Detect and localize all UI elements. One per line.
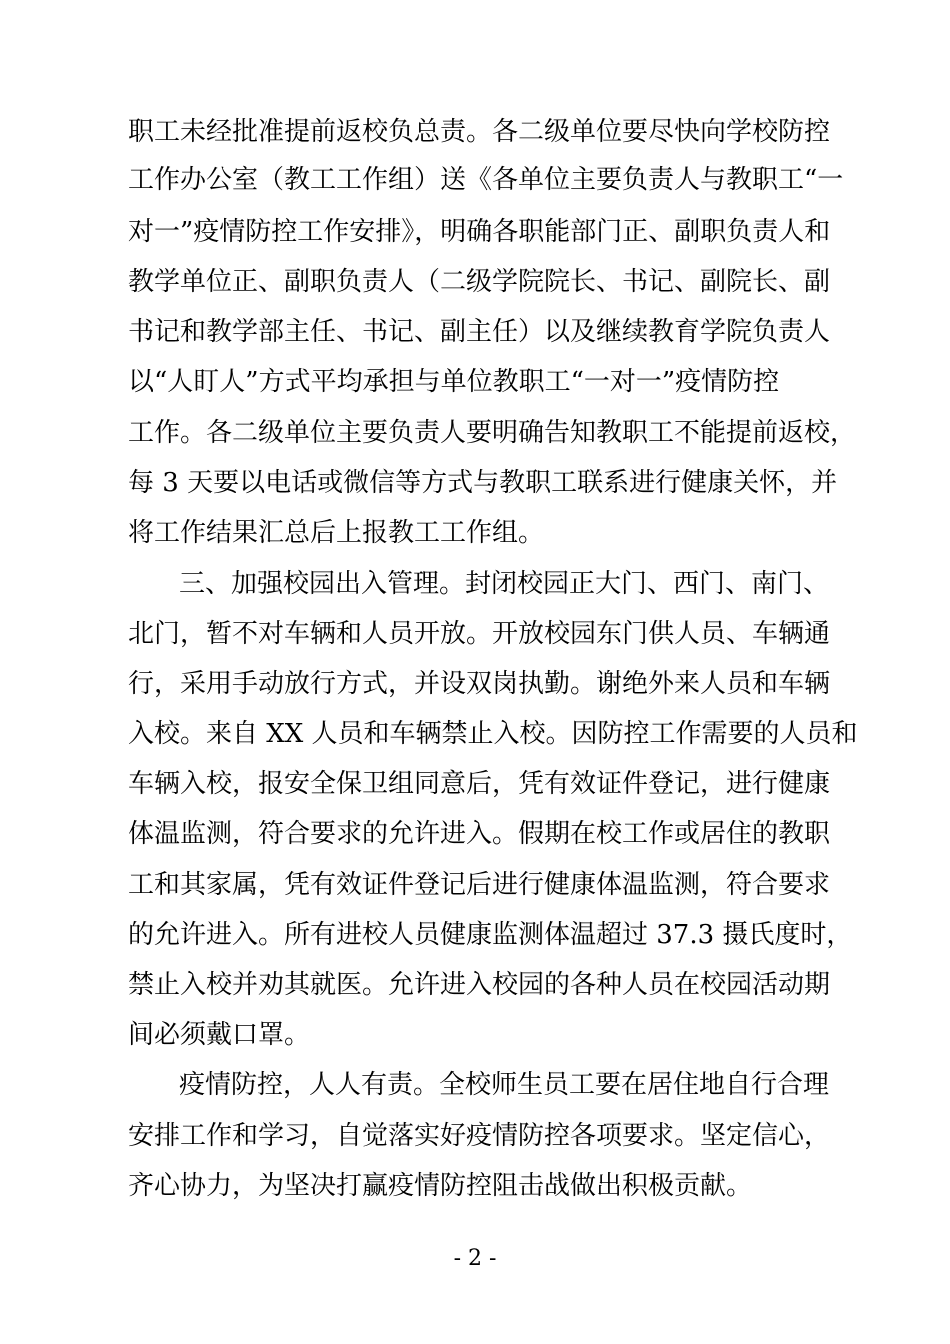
text-line: 工作办公室（教工工作组）送《各单位主要负责人与教职工“一 bbox=[128, 165, 844, 195]
text-line: 将工作结果汇总后上报教工工作组。 bbox=[128, 518, 545, 548]
text-line: 对一”疫情防控工作安排》，明确各职能部门正、副职负责人和 bbox=[128, 217, 831, 247]
text-line: 工作。各二级单位主要负责人要明确告知教职工不能提前返校， bbox=[128, 418, 857, 448]
text-line: 职工未经批准提前返校负总责。各二级单位要尽快向学校防控 bbox=[128, 117, 831, 147]
text-line: 齐心协力，为坚决打赢疫情防控阻击战做出积极贡献。 bbox=[128, 1171, 753, 1201]
text-line: 以“人盯人”方式平均承担与单位教职工“一对一”疫情防控 bbox=[128, 367, 780, 397]
text-line: 每 3 天要以电话或微信等方式与教职工联系进行健康关怀，并 bbox=[128, 468, 838, 498]
text-line: 车辆入校，报安全保卫组同意后，凭有效证件登记，进行健康 bbox=[128, 769, 831, 799]
text-line: 间必须戴口罩。 bbox=[128, 1020, 311, 1050]
text-line: 行，采用手动放行方式，并设双岗执勤。谢绝外来人员和车辆 bbox=[128, 669, 831, 699]
section-heading-line: 三、加强校园出入管理。封闭校园正大门、西门、南门、 bbox=[179, 569, 830, 599]
text-line: 教学单位正、副职负责人（二级学院院长、书记、副院长、副 bbox=[128, 267, 831, 297]
page-number: - 2 - bbox=[453, 1246, 497, 1271]
text-line: 书记和教学部主任、书记、副主任）以及继续教育学院负责人 bbox=[128, 317, 831, 347]
text-line: 安排工作和学习，自觉落实好疫情防控各项要求。坚定信心， bbox=[128, 1121, 831, 1151]
text-line: 禁止入校并劝其就医。允许进入校园的各种人员在校园活动期 bbox=[128, 970, 831, 1000]
text-line: 工和其家属，凭有效证件登记后进行健康体温监测，符合要求 bbox=[128, 870, 831, 900]
text-line: 的允许进入。所有进校人员健康监测体温超过 37.3 摄氏度时， bbox=[128, 920, 853, 950]
text-line: 北门，暂不对车辆和人员开放。开放校园东门供人员、车辆通 bbox=[128, 619, 831, 649]
text-line: 体温监测，符合要求的允许进入。假期在校工作或居住的教职 bbox=[128, 819, 831, 849]
text-line: 入校。来自 XX 人员和车辆禁止入校。因防控工作需要的人员和 bbox=[128, 719, 858, 749]
closing-paragraph-line: 疫情防控，人人有责。全校师生员工要在居住地自行合理 bbox=[179, 1070, 830, 1100]
